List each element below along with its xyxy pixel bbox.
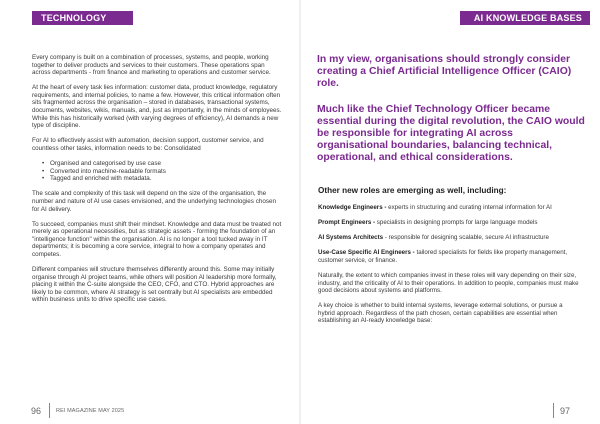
section-tag-technology: TECHNOLOGY bbox=[32, 11, 133, 25]
role-description: tailored specialists for fields like property management, customer service, or finance. bbox=[318, 249, 568, 264]
bullet-list bbox=[32, 160, 284, 183]
role-entry bbox=[318, 249, 580, 264]
role-description: experts in structuring and curating internal information for AI bbox=[386, 204, 552, 211]
paragraph: Every company is built on a combination of processes, systems, and people, working together to deliver products and services to their customers. These operations span across departments - from finance and marketing to operations and customer service. bbox=[32, 54, 271, 77]
right-article-body bbox=[318, 186, 580, 333]
role-name: Prompt Engineers - bbox=[318, 219, 376, 227]
pull-quote: In my view, organisations should strongly consider creating a Chief Artificial Intelligence Officer (CAIO) role. bbox=[317, 54, 572, 89]
role-name: AI Systems Architects bbox=[318, 234, 384, 242]
role-entry bbox=[318, 234, 580, 242]
role-entry bbox=[318, 219, 580, 227]
right-folio bbox=[545, 403, 570, 418]
paragraph: At the heart of every task lies information: customer data, product knowledge, regulatory requirements, and internal policies, to name a few. However, this critical information often sits fragmented across the organisation – stored in databases, transactional systems, documents, websites, wikis, manuals, and, just as importantly, in the minds of employees. While this has historically worked (with varying degrees of efficiency), AI demands a new type of discipline. bbox=[32, 84, 282, 130]
folio-divider bbox=[49, 403, 50, 418]
role-description: - responsible for designing scalable, secure AI infrastructure bbox=[383, 234, 549, 242]
bullet-item: • Converted into machine-readable formats bbox=[42, 168, 284, 176]
magazine-issue: REI MAGAZINE MAY 2025 bbox=[56, 407, 125, 414]
folio-divider bbox=[553, 403, 554, 418]
paragraph: The scale and complexity of this task will depend on the size of the organisation, the number and nature of AI use cases envisioned, and the underlying technologies chosen for AI delivery. bbox=[32, 190, 276, 213]
left-folio bbox=[31, 403, 124, 418]
bullet-item: • Organised and categorised by use case bbox=[42, 160, 284, 168]
paragraph: Naturally, the extent to which companies invest in these roles will vary depending on their size, industry, and the criticality of AI to their operations. In addition to people, companies must make good decisions about systems and platforms. bbox=[318, 271, 579, 295]
right-page bbox=[300, 0, 600, 424]
role-name: Use-Case Specific AI Engineers - bbox=[318, 249, 415, 257]
bullet-item: • Tagged and enriched with metadata. bbox=[42, 175, 284, 183]
left-article-body bbox=[32, 54, 284, 312]
role-description: specialists in designing prompts for large language models bbox=[375, 219, 538, 227]
pull-quote: Much like the Chief Technology Officer became essential during the digital revolution, the CAIO would be responsible for integrating AI across organisational boundaries, balancing technical, operational, and ethical considerations. bbox=[317, 104, 585, 163]
role-name: Knowledge Engineers - bbox=[318, 204, 387, 211]
paragraph: For AI to effectively assist with automation, decision support, customer service, and countless other tasks, information needs to be: Consolidated bbox=[32, 137, 264, 152]
section-tag-ai-knowledge-bases: AI KNOWLEDGE BASES bbox=[460, 11, 590, 25]
page-number: 96 bbox=[31, 405, 42, 416]
role-entry bbox=[318, 204, 580, 212]
page-number: 97 bbox=[559, 405, 570, 416]
paragraph: A key choice is whether to build internal systems, leverage external solutions, or pursue a hybrid approach. Regardless of the path chosen, certain capabilities are essential when establishing an AI-ready knowledge base: bbox=[318, 302, 563, 325]
paragraph: Different companies will structure themselves differently around this. Some may initially organise through AI project teams, while others will position AI leadership more formally, placing it within the C-suite alongside the CEO, CFO, and CTO. Hybrid approaches are likely to be common, where AI strategy is set centrally but AI specialists are embedded within business units to drive specific use cases. bbox=[32, 266, 277, 304]
paragraph: To succeed, companies must shift their mindset. Knowledge and data must be treated not merely as operational necessities, but as strategic assets - forming the foundation of an "intelligence function" within the organisation. AI is no longer a tool tucked away in IT departments; it is becoming a core service, integral to how a company operates and competes. bbox=[32, 220, 282, 258]
sub-heading: Other new roles are emerging as well, including: bbox=[318, 186, 507, 195]
